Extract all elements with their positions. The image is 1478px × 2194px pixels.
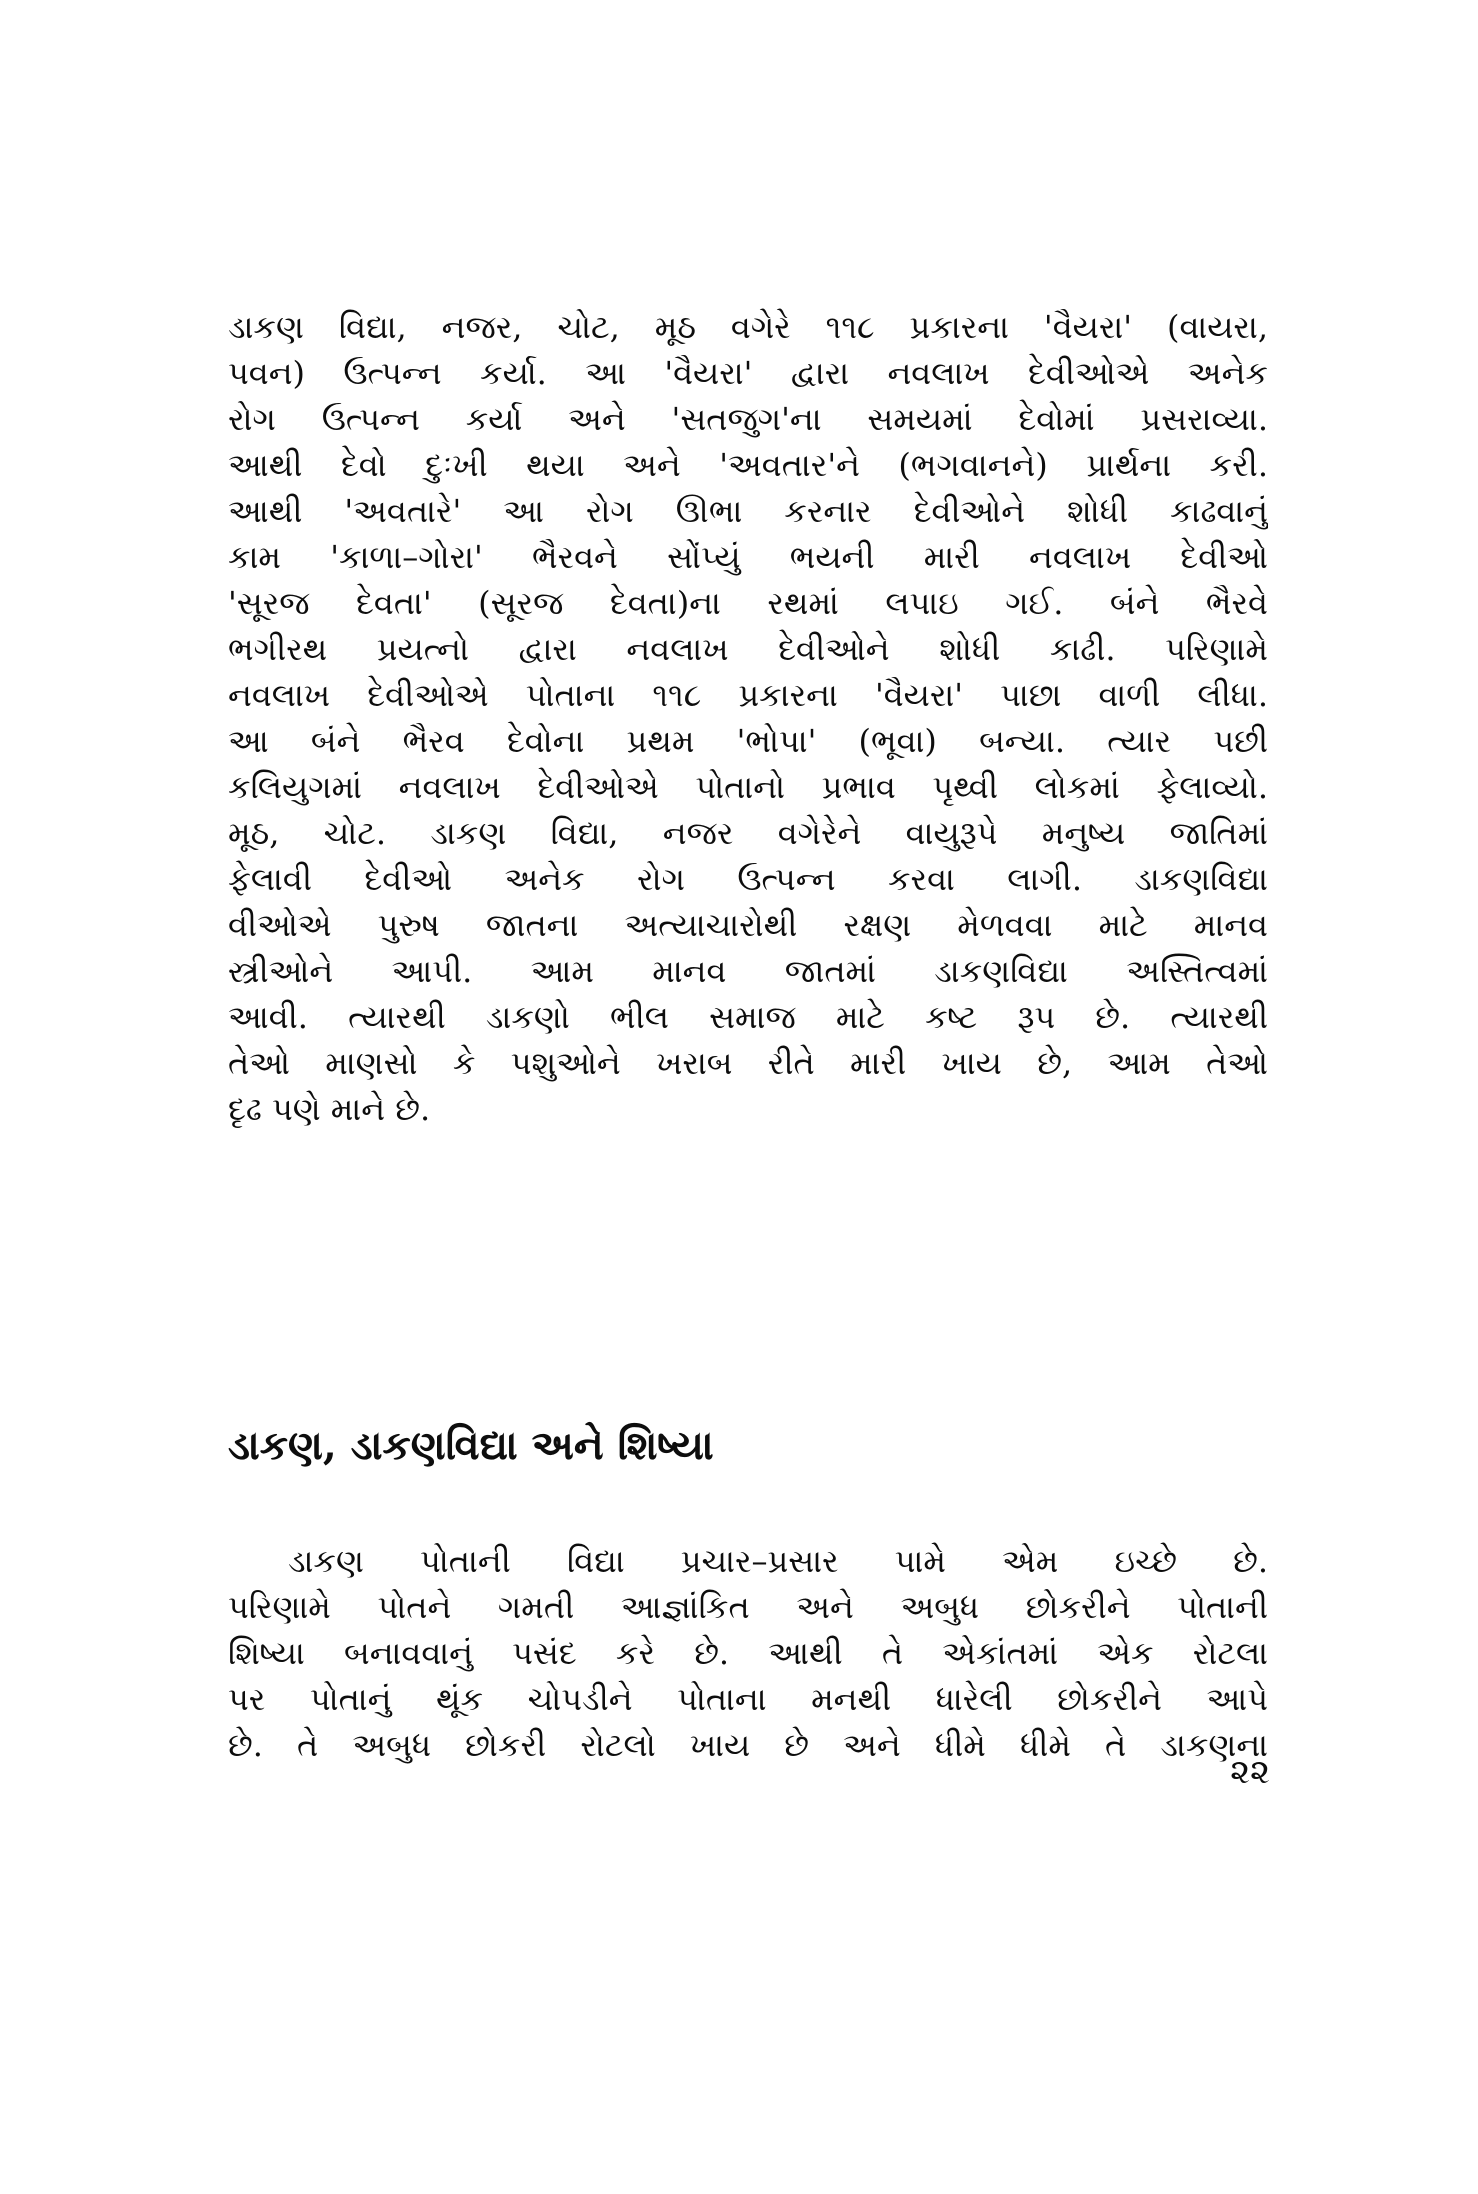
text-line: પરિણામે પોતને ગમતી આજ્ઞાંકિત અને અબુધ છોકરીને પોતાની (228, 1588, 1268, 1626)
text-line: કામ 'કાળા–ગોરા' ભૈરવને સોંપ્યું ભયની મારી નવલાખ દેવીઓ (228, 538, 1268, 576)
section-heading: ડાકણ, ડાકણવિદ્યા અને શિષ્યા (228, 1422, 714, 1469)
text-line: ભગીરથ પ્રયત્નો દ્વારા નવલાખ દેવીઓને શોધી કાઢી. પરિણામે (228, 630, 1268, 668)
text-line: તેઓ માણસો કે પશુઓને ખરાબ રીતે મારી ખાય છે, આમ તેઓ (228, 1044, 1268, 1082)
text-line: છે. તે અબુધ છોકરી રોટલો ખાય છે અને ધીમે ધીમે તે ડાકણના (228, 1726, 1268, 1764)
text-line: પર પોતાનું થૂંક ચોપડીને પોતાના મનથી ધારેલી છોકરીને આપે (228, 1680, 1268, 1718)
text-line: સ્ત્રીઓને આપી. આમ માનવ જાતમાં ડાકણવિદ્યા અસ્તિત્વમાં (228, 952, 1268, 990)
text-line: ડાકણ પોતાની વિદ્યા પ્રચાર–પ્રસાર પામે એમ ઇચ્છે છે. (288, 1542, 1268, 1580)
paragraph-1 (228, 304, 1268, 1132)
paragraph-2 (228, 1538, 1268, 1768)
text-line: આથી દેવો દુઃખી થયા અને 'અવતાર'ને (ભગવાનને) પ્રાર્થના કરી. (228, 446, 1268, 484)
text-line: પવન) ઉત્પન્ન કર્યા. આ 'વૈયરા' દ્વારા નવલાખ દેવીઓએ અનેક (228, 354, 1268, 392)
page-number: ૨૨ (1230, 1752, 1270, 1792)
text-line: આવી. ત્યારથી ડાકણો ભીલ સમાજ માટે કષ્ટ રૂપ છે. ત્યારથી (228, 998, 1268, 1036)
text-line: ડાકણ વિદ્યા, નજર, ચોટ, મૂઠ વગેરે ૧૧૮ પ્રકારના 'વૈયરા' (વાયરા, (228, 308, 1268, 346)
text-line: 'સૂરજ દેવતા' (સૂરજ દેવતા)ના રથમાં લપાઇ ગઈ. બંને ભૈરવે (228, 584, 1268, 622)
text-line: આથી 'અવતારે' આ રોગ ઊભા કરનાર દેવીઓને શોધી કાઢવાનું (228, 492, 1268, 530)
text-line: શિષ્યા બનાવવાનું પસંદ કરે છે. આથી તે એકાંતમાં એક રોટલા (228, 1634, 1268, 1672)
text-line: રોગ ઉત્પન્ન કર્યા અને 'સતજુગ'ના સમયમાં દેવોમાં પ્રસરાવ્યા. (228, 400, 1268, 438)
text-line: કલિયુગમાં નવલાખ દેવીઓએ પોતાનો પ્રભાવ પૃથ્વી લોકમાં ફેલાવ્યો. (228, 768, 1268, 806)
text-line: મૂઠ, ચોટ. ડાકણ વિદ્યા, નજર વગેરેને વાયુરૂપે મનુષ્ય જાતિમાં (228, 814, 1268, 852)
text-line: નવલાખ દેવીઓએ પોતાના ૧૧૮ પ્રકારના 'વૈયરા' પાછા વાળી લીધા. (228, 676, 1268, 714)
text-line: દૃઢ પણે માને છે. (228, 1090, 431, 1128)
text-line: આ બંને ભૈરવ દેવોના પ્રથમ 'ભોપા' (ભૂવા) બન્યા. ત્યાર પછી (228, 722, 1268, 760)
text-line: ફેલાવી દેવીઓ અનેક રોગ ઉત્પન્ન કરવા લાગી. ડાકણવિદ્યા (228, 860, 1268, 898)
text-line: વીઓએ પુરુષ જાતના અત્યાચારોથી રક્ષણ મેળવવા માટે માનવ (228, 906, 1268, 944)
